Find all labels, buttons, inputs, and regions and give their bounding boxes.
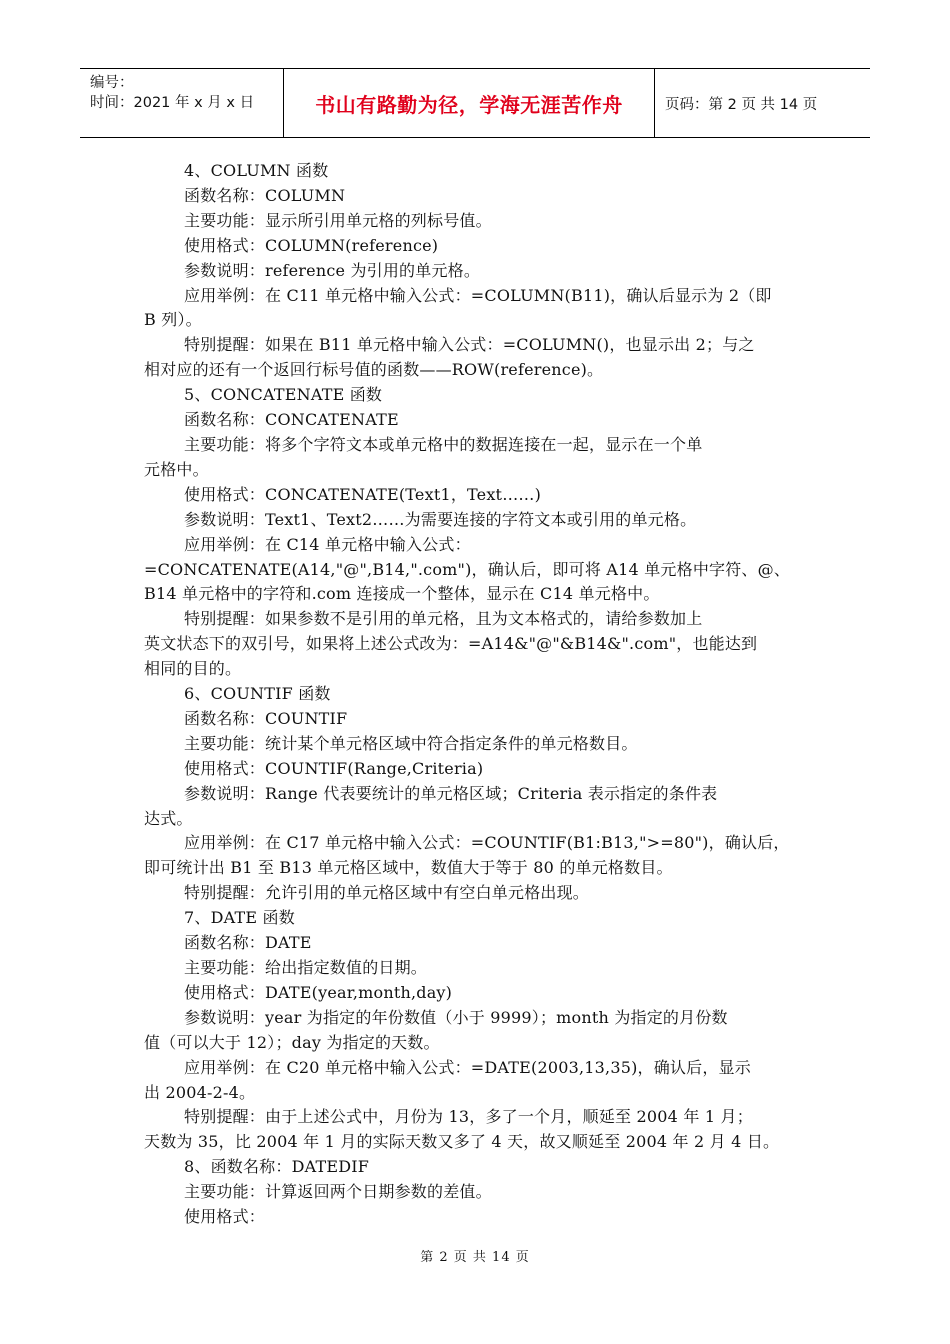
body-line: 应用举例：在 C11 单元格中输入公式：=COLUMN(B11)，确认后显示为 2（即 [184, 285, 772, 305]
body-line: 主要功能：显示所引用单元格的列标号值。 [184, 210, 492, 230]
body-line: 主要功能：计算返回两个日期参数的差值。 [184, 1182, 492, 1202]
body-line: =CONCATENATE(A14,"@",B14,".com")，确认后，即可将 A14 单元格中字符、@、 [144, 559, 791, 579]
body-line: 主要功能：给出指定数值的日期。 [184, 958, 428, 977]
body-line: 元格中。 [144, 459, 209, 479]
body-line: 即可统计出 B1 至 B13 单元格区域中，数值大于等于 80 的单元格数目。 [144, 858, 673, 878]
page-footer: 第 2 页 共 14 页 [420, 1250, 530, 1265]
body-line: 函数名称：COUNTIF [184, 708, 348, 728]
body-line: 函数名称：DATE [184, 933, 312, 953]
body-line: 相对应的还有一个返回行标号值的函数——ROW(reference)。 [144, 360, 604, 380]
body-line: 使用格式：DATE(year,month,day) [184, 982, 453, 1002]
body-line: 函数名称：COLUMN [184, 185, 346, 205]
header-motto: 书山有路勤为径，学海无涯苦作舟 [315, 92, 623, 117]
body-line: B14 单元格中的字符和.com 连接成一个整体，显示在 C14 单元格中。 [144, 584, 660, 604]
body-line: 达式。 [144, 808, 193, 828]
body-line: B 列）。 [144, 310, 202, 330]
body-line: 使用格式：COLUMN(reference) [184, 235, 439, 255]
header-page-info: 页码：第 2 页 共 14 页 [665, 96, 818, 113]
body-line: 出 2004-2-4。 [144, 1082, 256, 1102]
body-line: 天数为 35，比 2004 年 1 月的实际天数又多了 4 天，故又顺延至 2004 年 2 月 4 日。 [144, 1132, 780, 1152]
body-line: 4、COLUMN 函数 [184, 161, 329, 180]
page-header [80, 68, 870, 138]
body-line: 英文状态下的双引号，如果将上述公式改为：=A14&"@"&B14&".com"，也能达到 [144, 634, 758, 654]
body-line: 参数说明：Text1、Text2……为需要连接的字符文本或引用的单元格。 [184, 509, 697, 529]
body-line: 相同的目的。 [144, 659, 242, 679]
body-line: 参数说明：reference 为引用的单元格。 [184, 260, 481, 280]
body-line: 应用举例：在 C20 单元格中输入公式：=DATE(2003,13,35)，确认后，显示 [184, 1057, 751, 1077]
body-line: 主要功能：将多个字符文本或单元格中的数据连接在一起，显示在一个单 [184, 434, 703, 454]
body-line: 特别提醒：如果参数不是引用的单元格，且为文本格式的，请给参数加上 [184, 609, 703, 629]
document-body [144, 159, 812, 1230]
body-line: 值（可以大于 12）；day 为指定的天数。 [144, 1032, 440, 1052]
body-line: 应用举例：在 C17 单元格中输入公式：=COUNTIF(B1:B13,">=80")，确认后， [184, 833, 790, 853]
document-number-label: 编号： [90, 75, 134, 91]
body-line: 特别提醒：由于上述公式中，月份为 13，多了一个月，顺延至 2004 年 1 月； [184, 1107, 753, 1127]
body-line: 参数说明：year 为指定的年份数值（小于 9999）；month 为指定的月份数 [184, 1007, 728, 1027]
body-line: 特别提醒：允许引用的单元格区域中有空白单元格出现。 [184, 883, 590, 903]
body-line: 主要功能：统计某个单元格区域中符合指定条件的单元格数目。 [184, 733, 638, 753]
body-line: 参数说明：Range 代表要统计的单元格区域；Criteria 表示指定的条件表 [184, 783, 718, 803]
document-date: 时间：2021 年 x 月 x 日 [90, 95, 255, 111]
body-line: 使用格式：COUNTIF(Range,Criteria) [184, 758, 484, 778]
body-line: 函数名称：CONCATENATE [184, 410, 399, 430]
body-line: 5、CONCATENATE 函数 [184, 385, 383, 405]
header-meta [80, 69, 283, 137]
body-line: 8、函数名称：DATEDIF [184, 1157, 370, 1177]
body-line: 使用格式：CONCATENATE(Text1，Text……) [184, 484, 542, 504]
body-line: 7、DATE 函数 [184, 908, 295, 928]
body-line: 6、COUNTIF 函数 [184, 684, 331, 704]
body-line: 应用举例：在 C14 单元格中输入公式： [184, 534, 471, 554]
header-motto-cell [283, 69, 655, 137]
body-line: 使用格式： [184, 1207, 266, 1227]
body-line: 特别提醒：如果在 B11 单元格中输入公式：=COLUMN()，也显示出 2；与之 [184, 335, 755, 355]
